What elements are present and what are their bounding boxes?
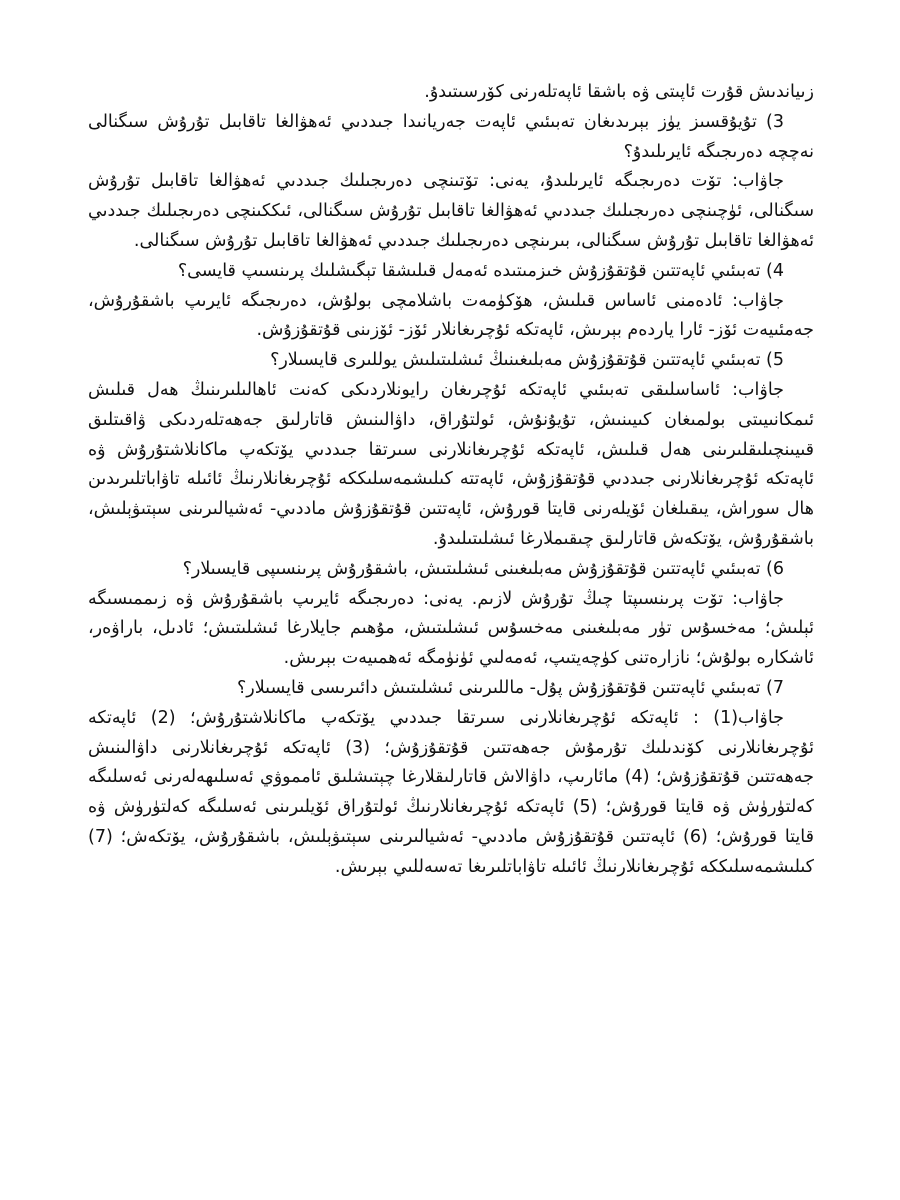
paragraph-question-6: 6) تەبىئىي ئاپەتتىن قۇتقۇزۇش مەبلىغىنى ئىشلىتىش، باشقۇرۇش پرىنسىپى قايسىلار؟ bbox=[182, 558, 784, 579]
paragraph-question-4: 4) تەبىئىي ئاپەتتىن قۇتقۇزۇش خىزمىتىدە ئەمەل قىلىشقا تېگىشلىك پرىنسىپ قايسى؟ bbox=[177, 260, 784, 281]
paragraph-intro-continuation: زىياندىش قۇرت ئاپىتى ۋە باشقا ئاپەتلەرنى كۆرسىتىدۇ. bbox=[424, 82, 814, 102]
paragraph-question-5: 5) تەبىئىي ئاپەتتىن قۇتقۇزۇش مەبلىغىنىڭ ئىشلىتىلىش يوللىرى قايسىلار؟ bbox=[270, 350, 784, 371]
paragraph-question-7: 7) تەبىئىي ئاپەتتىن قۇتقۇزۇش پۇل- ماللىرىنى ئىشلىتىش دائىرىسى قايسىلار؟ bbox=[237, 677, 784, 698]
paragraph-answer-3: جاۋاب: تۆت دەرىجىگە ئايرىلىدۇ، يەنى: تۆتىنچى دەرىجىلىك جىددىي ئەھۋالغا تاقابىل تۇرۇش سىگنالى، ئۈچىنچى دەرىجىلىك جىددىي ئەھۋالغا تاقابىل تۇرۇش سىگنالى، ئىككىنچى دەرىجىلىك جىددىي ئەھۋالغا تاقابىل تۇرۇش سىگنالى، بىرىنچى دەرىجىلىك جىددىي ئەھۋالغا تاقابىل تۇرۇش سىگنالى. bbox=[88, 171, 814, 251]
paragraph-answer-7: جاۋاب(1) : ئاپەتكە ئۇچرىغانلارنى سىرتقا جىددىي يۆتكەپ ماكانلاشتۇرۇش؛ (2) ئاپەتكە ئۇچرىغانلارنى كۆندىلىك تۇرمۇش جەھەتتىن قۇتقۇزۇش؛ (3) ئاپەتكە ئۇچرىغانلارنى داۋالىنىش جەھەتتىن قۇتقۇزۇش؛ (4) مائارىپ، داۋالاش قاتارلىقلارغا چېتىشلىق ئامموۋي ئەسلىھەلەرنى ئەسلىگە كەلتۈرۈش ۋە قايتا قورۇش؛ (5) ئاپەتكە ئۇچرىغانلارنىڭ ئولتۇراق ئۆيلىرىنى ئەسلىگە كەلتۈرۈش ۋە قايتا قورۇش؛ (6) ئاپەتتىن قۇتقۇزۇش ماددىي- ئەشيالىرىنى سېتىۋېلىش، باشقۇرۇش، يۆتكەش؛ (7) كىلىشمەسلىككە ئۇچرىغانلارنىڭ ئائىلە تاۋاباتلىرىغا تەسەللىي بېرىش. bbox=[88, 707, 814, 877]
paragraph-question-3: 3) تۇيۇقسىز يۈز بېرىدىغان تەبىئىي ئاپەت جەريانىدا جىددىي ئەھۋالغا تاقابىل تۇرۇش سىگنالى نەچچە دەرىجىگە ئايرىلىدۇ؟ bbox=[88, 111, 814, 162]
paragraph-answer-4: جاۋاب: ئادەمنى ئاساس قىلىش، ھۆكۈمەت باشلامچى بولۇش، دەرىجىگە ئايرىپ باشقۇرۇش، جەمئىيەت ئۆز- ئارا ياردەم بېرىش، ئاپەتكە ئۇچرىغانلار ئۆز- ئۆزىنى قۇتقۇزۇش. bbox=[88, 290, 814, 341]
document-page bbox=[88, 78, 814, 883]
paragraph-answer-6: جاۋاب: تۆت پرىنسىپتا چىڭ تۇرۇش لازىم. يەنى: دەرىجىگە ئايرىپ باشقۇرۇش ۋە زىممىسىگە ئېلىش؛ مەخسۇس تۈر مەبلىغىنى مەخسۇس ئىشلىتىش، مۇھىم جايلارغا ئىشلىتىش؛ ئادىل، باراۋەر، ئاشكارە بولۇش؛ نازارەتنى كۈچەيتىپ، ئەمەلىي ئۈنۈمگە ئەھمىيەت بېرىش. bbox=[88, 588, 814, 669]
paragraph-answer-5: جاۋاب: ئاساسلىقى تەبىئىي ئاپەتكە ئۇچرىغان رايونلاردىكى كەنت ئاھالىلىرىنىڭ ھەل قىلىش ئىمكانىيىتى بولمىغان كىيىنىش، تۇيۇنۇش، ئولتۇراق، داۋالىنىش قاتارلىق جەھەتلەردىكى ۋاقىتلىق قىيىنچىلىقلىرىنى ھەل قىلىش، ئاپەتكە ئۇچرىغانلارنى سىرتقا جىددىي يۆتكەپ ماكانلاشتۇرۇش ۋە ئاپەتكە ئۇچرىغانلارنى جىددىي قۇتقۇزۇش، ئاپەتتە كىلىشمەسلىككە ئۇچرىغانلارنىڭ ئائىلە تاۋاباتلىرىدىن ھال سوراش، يىقىلغان ئۆيلەرنى قايتا قورۇش، ئاپەتتىن قۇتقۇزۇش ماددىي- ئەشيالىرىنى سېتىۋېلىش، باشقۇرۇش، يۆتكەش قاتارلىق چىقىملارغا ئىشلىتىلىدۇ. bbox=[88, 379, 814, 549]
